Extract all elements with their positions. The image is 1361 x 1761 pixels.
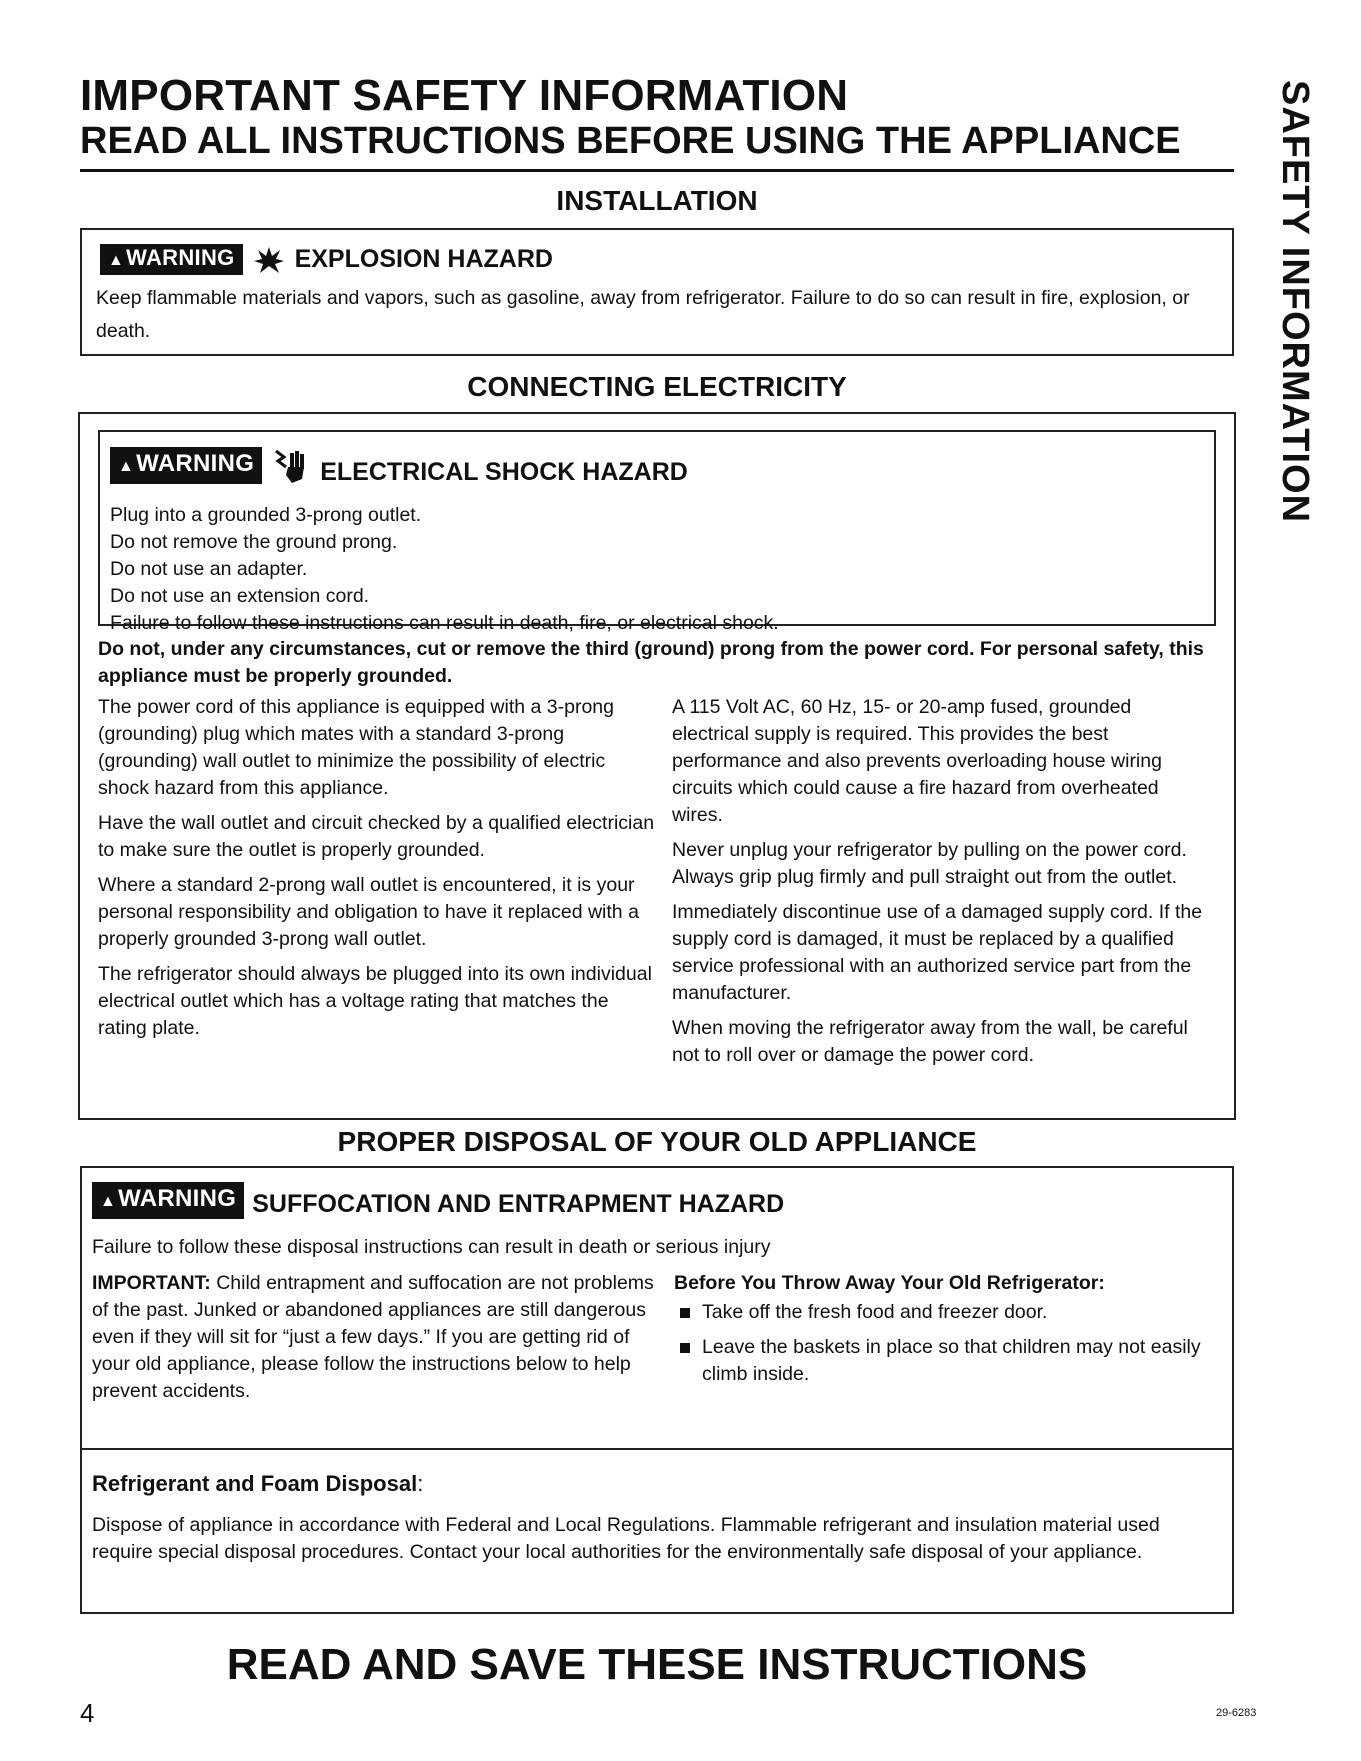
alert-triangle-icon: ▲ bbox=[118, 458, 135, 475]
page-number: 4 bbox=[80, 1698, 95, 1728]
refrigerant-colon: : bbox=[417, 1471, 424, 1496]
side-tab-label: SAFETY INFORMATION bbox=[1274, 80, 1316, 524]
list-item: Take off the fresh food and freezer door. bbox=[674, 1299, 1214, 1326]
electrical-shock-icon bbox=[272, 447, 306, 485]
disposal-heading: PROPER DISPOSAL OF YOUR OLD APPLIANCE bbox=[337, 1126, 977, 1157]
electricity-warning-lines bbox=[110, 502, 1200, 637]
electricity-section-box bbox=[78, 412, 1236, 1120]
electricity-right-column bbox=[672, 694, 1212, 1077]
grounding-note: Do not, under any circumstances, cut or remove the third (ground) prong from the power cord. For personal safety, this appliance must be properly grounded. bbox=[98, 638, 1204, 687]
warning-badge: ▲WARNING bbox=[100, 244, 243, 275]
electricity-left-column bbox=[98, 694, 658, 1050]
paragraph: Where a standard 2-prong wall outlet is encountered, it is your personal responsibility and obligation to have it replaced with a properly grounded 3-prong wall outlet. bbox=[98, 874, 639, 950]
paragraph: A 115 Volt AC, 60 Hz, 15- or 20-amp fused, grounded electrical supply is required. This provides the best performance and also prevents overloading house wiring circuits which could cause a fire hazard from overheated wires. bbox=[672, 696, 1162, 826]
alert-triangle-icon: ▲ bbox=[108, 252, 125, 269]
refrigerant-box bbox=[80, 1448, 1234, 1614]
disposal-right-column bbox=[674, 1270, 1214, 1396]
bullet-square-icon bbox=[680, 1343, 690, 1353]
paragraph: Never unplug your refrigerator by pulling on the power cord. Always grip plug firmly and pull straight out from the outlet. bbox=[672, 839, 1187, 888]
hazard-title: ELECTRICAL SHOCK HAZARD bbox=[320, 458, 688, 486]
refrigerant-heading: Refrigerant and Foam Disposal bbox=[92, 1471, 418, 1496]
bullet-square-icon bbox=[680, 1308, 690, 1318]
footer-banner: READ AND SAVE THESE INSTRUCTIONS bbox=[226, 1640, 1088, 1689]
explosion-icon bbox=[253, 245, 285, 275]
disposal-intro: Failure to follow these disposal instructions can result in death or serious injury bbox=[92, 1236, 771, 1258]
installation-warning-box bbox=[80, 228, 1234, 356]
electricity-warning-box bbox=[98, 430, 1216, 634]
before-heading: Before You Throw Away Your Old Refrigerator: bbox=[674, 1272, 1105, 1294]
page-title: IMPORTANT SAFETY INFORMATION bbox=[80, 71, 849, 120]
warning-line: Do not use an extension cord. bbox=[110, 585, 370, 607]
title-divider bbox=[80, 169, 1234, 172]
refrigerant-text: Dispose of appliance in accordance with Federal and Local Regulations. Flammable refrigerant and insulation material used require special disposal procedures. Contact your local authorities for the environmentally safe disposal of your appliance. bbox=[92, 1514, 1160, 1563]
installation-heading: INSTALLATION bbox=[556, 185, 758, 216]
paragraph: The refrigerator should always be plugged into its own individual electrical outlet which has a voltage rating that matches the rating plate. bbox=[98, 963, 652, 1039]
warning-line: Do not remove the ground prong. bbox=[110, 531, 398, 553]
refrigerant-heading-line bbox=[92, 1470, 423, 1497]
paragraph: Have the wall outlet and circuit checked by a qualified electrician to make sure the outlet is properly grounded. bbox=[98, 812, 655, 861]
important-text: Child entrapment and suffocation are not problems of the past. Junked or abandoned appliances are still dangerous even if they will sit for “just a few days.” If you are getting rid of your old appliance, please follow the instructions below to help prevent accidents. bbox=[92, 1272, 654, 1402]
document-code: 29-6283 bbox=[1216, 1707, 1257, 1719]
page-subtitle: READ ALL INSTRUCTIONS BEFORE USING THE APPLIANCE bbox=[80, 120, 1181, 162]
hazard-title: EXPLOSION HAZARD bbox=[294, 245, 553, 273]
list-item: Leave the baskets in place so that children may not easily climb inside. bbox=[674, 1334, 1214, 1388]
warning-line: Failure to follow these instructions can result in death, fire, or electrical shock. bbox=[110, 612, 779, 634]
paragraph: Immediately discontinue use of a damaged supply cord. If the supply cord is damaged, it must be replaced by a qualified service professional with an authorized service part from the manufacturer. bbox=[672, 901, 1203, 1004]
warning-badge: ▲WARNING bbox=[110, 447, 262, 484]
paragraph: The power cord of this appliance is equipped with a 3-prong (grounding) plug which mates with a standard 3-prong (grounding) wall outlet to minimize the possibility of electric shock hazard from this appliance. bbox=[98, 696, 614, 799]
warning-badge: ▲WARNING bbox=[92, 1182, 244, 1219]
installation-text: Keep flammable materials and vapors, such as gasoline, away from refrigerator. Failure to do so can result in fire, explosion, or death. bbox=[96, 287, 1190, 342]
disposal-warning-box bbox=[80, 1166, 1234, 1450]
disposal-left-column bbox=[92, 1270, 662, 1413]
paragraph: When moving the refrigerator away from the wall, be careful not to roll over or damage the power cord. bbox=[672, 1017, 1188, 1066]
important-label: IMPORTANT: bbox=[92, 1272, 211, 1294]
warning-line: Do not use an adapter. bbox=[110, 558, 308, 580]
warning-line: Plug into a grounded 3-prong outlet. bbox=[110, 504, 422, 526]
electricity-heading: CONNECTING ELECTRICITY bbox=[467, 371, 847, 402]
hazard-title: SUFFOCATION AND ENTRAPMENT HAZARD bbox=[252, 1190, 785, 1218]
alert-triangle-icon: ▲ bbox=[100, 1193, 117, 1210]
side-tab bbox=[1265, 80, 1325, 580]
